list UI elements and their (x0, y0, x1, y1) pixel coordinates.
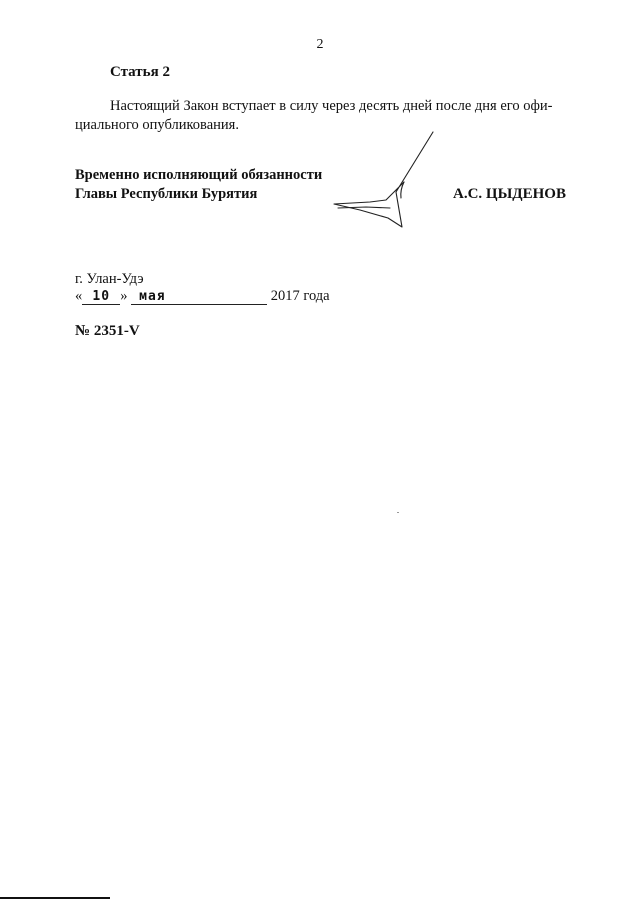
close-quote: » (120, 288, 128, 304)
article-heading: Статья 2 (110, 64, 170, 80)
document-number: № 2351-V (75, 323, 140, 339)
footnote-rule (0, 897, 110, 899)
handwritten-signature (330, 130, 440, 235)
date-line (75, 288, 330, 305)
date-month: мая (131, 289, 267, 305)
open-quote: « (75, 288, 83, 304)
scan-speck (397, 512, 399, 513)
date-day: 10 (82, 289, 120, 305)
article-text-line-1: Настоящий Закон вступает в силу через десять дней после дня его офи- (110, 98, 553, 114)
city-label: г. Улан-Удэ (75, 271, 144, 287)
article-text-line-2: циального опубликования. (75, 117, 239, 133)
signer-name: А.С. ЦЫДЕНОВ (453, 186, 566, 202)
page-number: 2 (316, 37, 324, 52)
signer-position-line-1: Временно исполняющий обязанности (75, 167, 323, 183)
date-year: 2017 года (270, 288, 330, 304)
signer-position-line-2: Главы Республики Бурятия (75, 186, 258, 202)
